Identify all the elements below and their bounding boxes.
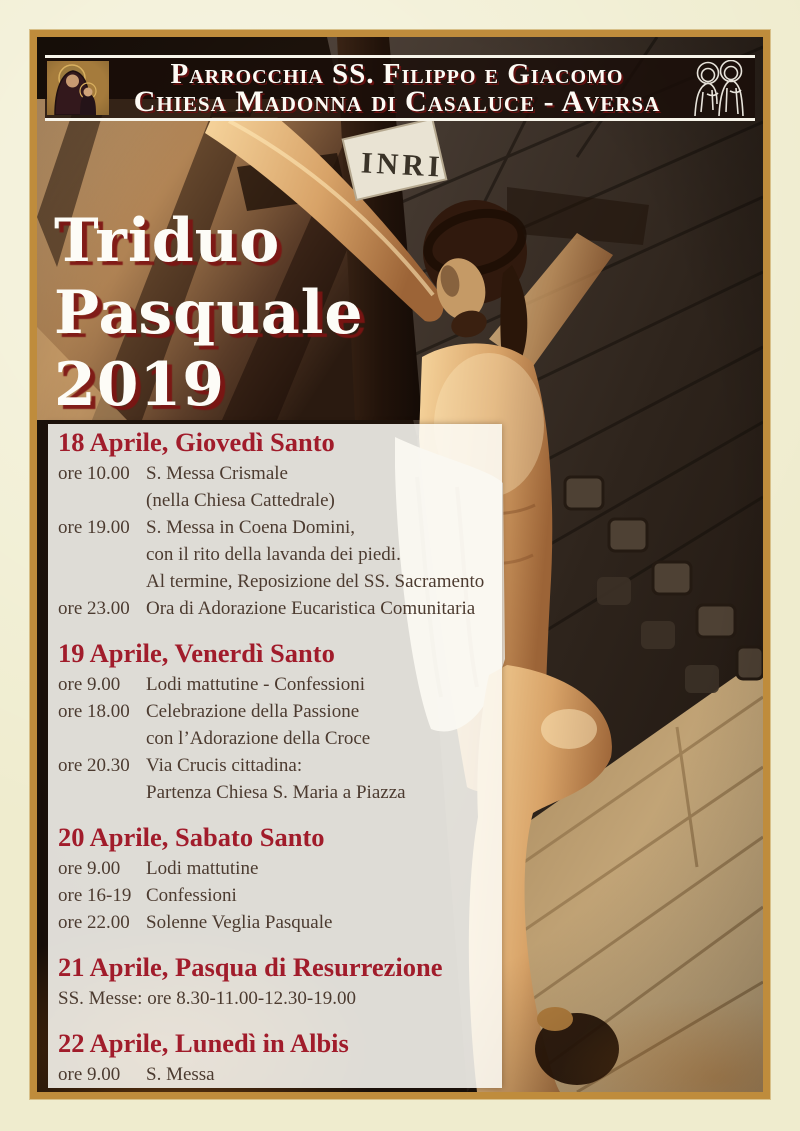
row-time: ore 9.00 bbox=[58, 858, 121, 879]
schedule-row bbox=[58, 752, 496, 779]
schedule-row bbox=[58, 725, 496, 752]
section-heading: 21 Aprile, Pasqua di Resurrezione bbox=[58, 952, 443, 982]
row-time bbox=[58, 568, 146, 595]
row-time: ore 16-19 bbox=[58, 885, 132, 906]
section-heading: 18 Aprile, Giovedì Santo bbox=[58, 427, 335, 457]
row-desc: S. Messa Crismale bbox=[146, 463, 288, 484]
schedule-panel bbox=[48, 424, 502, 1088]
title-line2: Pasquale bbox=[54, 278, 364, 348]
row-desc: con il rito della lavanda dei piedi. bbox=[146, 544, 401, 565]
row-desc: Ora di Adorazione Eucaristica Comunitaria bbox=[146, 598, 476, 619]
row-time: ore 9.00 bbox=[58, 1064, 121, 1085]
schedule-row bbox=[58, 779, 496, 806]
schedule-row bbox=[58, 882, 496, 909]
row-time: ore 20.30 bbox=[58, 755, 130, 776]
church-name-line2: Chiesa Madonna di Casaluce - Aversa bbox=[133, 85, 661, 118]
schedule-row bbox=[58, 487, 496, 514]
row-desc: Celebrazione della Passione bbox=[146, 701, 360, 722]
row-desc: Partenza Chiesa S. Maria a Piazza bbox=[146, 782, 406, 803]
schedule-row bbox=[58, 568, 496, 595]
row-time: ore 19.00 bbox=[58, 517, 130, 538]
section-heading: 22 Aprile, Lunedì in Albis bbox=[58, 1028, 349, 1058]
schedule-row bbox=[58, 909, 496, 936]
section-heading: 19 Aprile, Venerdì Santo bbox=[58, 638, 335, 668]
parish-name bbox=[109, 58, 685, 118]
row-time bbox=[58, 725, 146, 752]
schedule-row bbox=[58, 855, 496, 882]
section-heading: 20 Aprile, Sabato Santo bbox=[58, 822, 325, 852]
crucifix-photo bbox=[37, 37, 763, 1092]
schedule-row bbox=[58, 514, 496, 541]
row-desc: Lodi mattutine bbox=[146, 858, 259, 879]
row-time: ore 10.00 bbox=[58, 463, 130, 484]
schedule-section-sabato bbox=[58, 822, 496, 936]
row-desc: Solenne Veglia Pasquale bbox=[146, 912, 333, 933]
row-desc: (nella Chiesa Cattedrale) bbox=[146, 490, 335, 511]
schedule-row bbox=[58, 671, 496, 698]
row-desc: Lodi mattutine - Confessioni bbox=[146, 674, 366, 695]
schedule-row bbox=[58, 1061, 496, 1088]
madonna-icon bbox=[47, 61, 109, 115]
row-time: ore 9.00 bbox=[58, 674, 121, 695]
row-desc: Via Crucis cittadina: bbox=[146, 755, 303, 776]
title-line3: 2019 bbox=[54, 350, 225, 420]
row-desc: S. Messa in Coena Domini, bbox=[146, 517, 355, 538]
row-time: ore 18.00 bbox=[58, 701, 130, 722]
schedule-row bbox=[58, 595, 496, 622]
row-time bbox=[58, 779, 146, 806]
row-time bbox=[58, 541, 146, 568]
schedule-section-venerdi bbox=[58, 638, 496, 806]
row-time: ore 23.00 bbox=[58, 598, 130, 619]
saints-filippo-giacomo-icon bbox=[685, 60, 753, 116]
row-time: ore 22.00 bbox=[58, 912, 130, 933]
row-desc: Al termine, Reposizione del SS. Sacramento bbox=[146, 571, 485, 592]
row-desc: Confessioni bbox=[146, 885, 237, 906]
schedule-row bbox=[58, 460, 496, 487]
schedule-section-pasqua bbox=[58, 952, 496, 1012]
header-band bbox=[45, 55, 755, 121]
schedule-row bbox=[58, 541, 496, 568]
title-line1: Triduo bbox=[54, 206, 281, 276]
schedule-row bbox=[58, 698, 496, 725]
poster-gold-frame bbox=[30, 30, 770, 1099]
row-desc: S. Messa bbox=[146, 1064, 215, 1085]
schedule-section-albis bbox=[58, 1028, 496, 1088]
poster-title bbox=[54, 205, 364, 421]
parish-name-line1: Parrocchia SS. Filippo e Giacomo bbox=[170, 58, 624, 90]
row-desc: con l’Adorazione della Croce bbox=[146, 728, 371, 749]
row-time bbox=[58, 487, 146, 514]
schedule-section-giovedi bbox=[58, 427, 496, 622]
masses-note: SS. Messe: ore 8.30-11.00-12.30-19.00 bbox=[58, 988, 356, 1009]
